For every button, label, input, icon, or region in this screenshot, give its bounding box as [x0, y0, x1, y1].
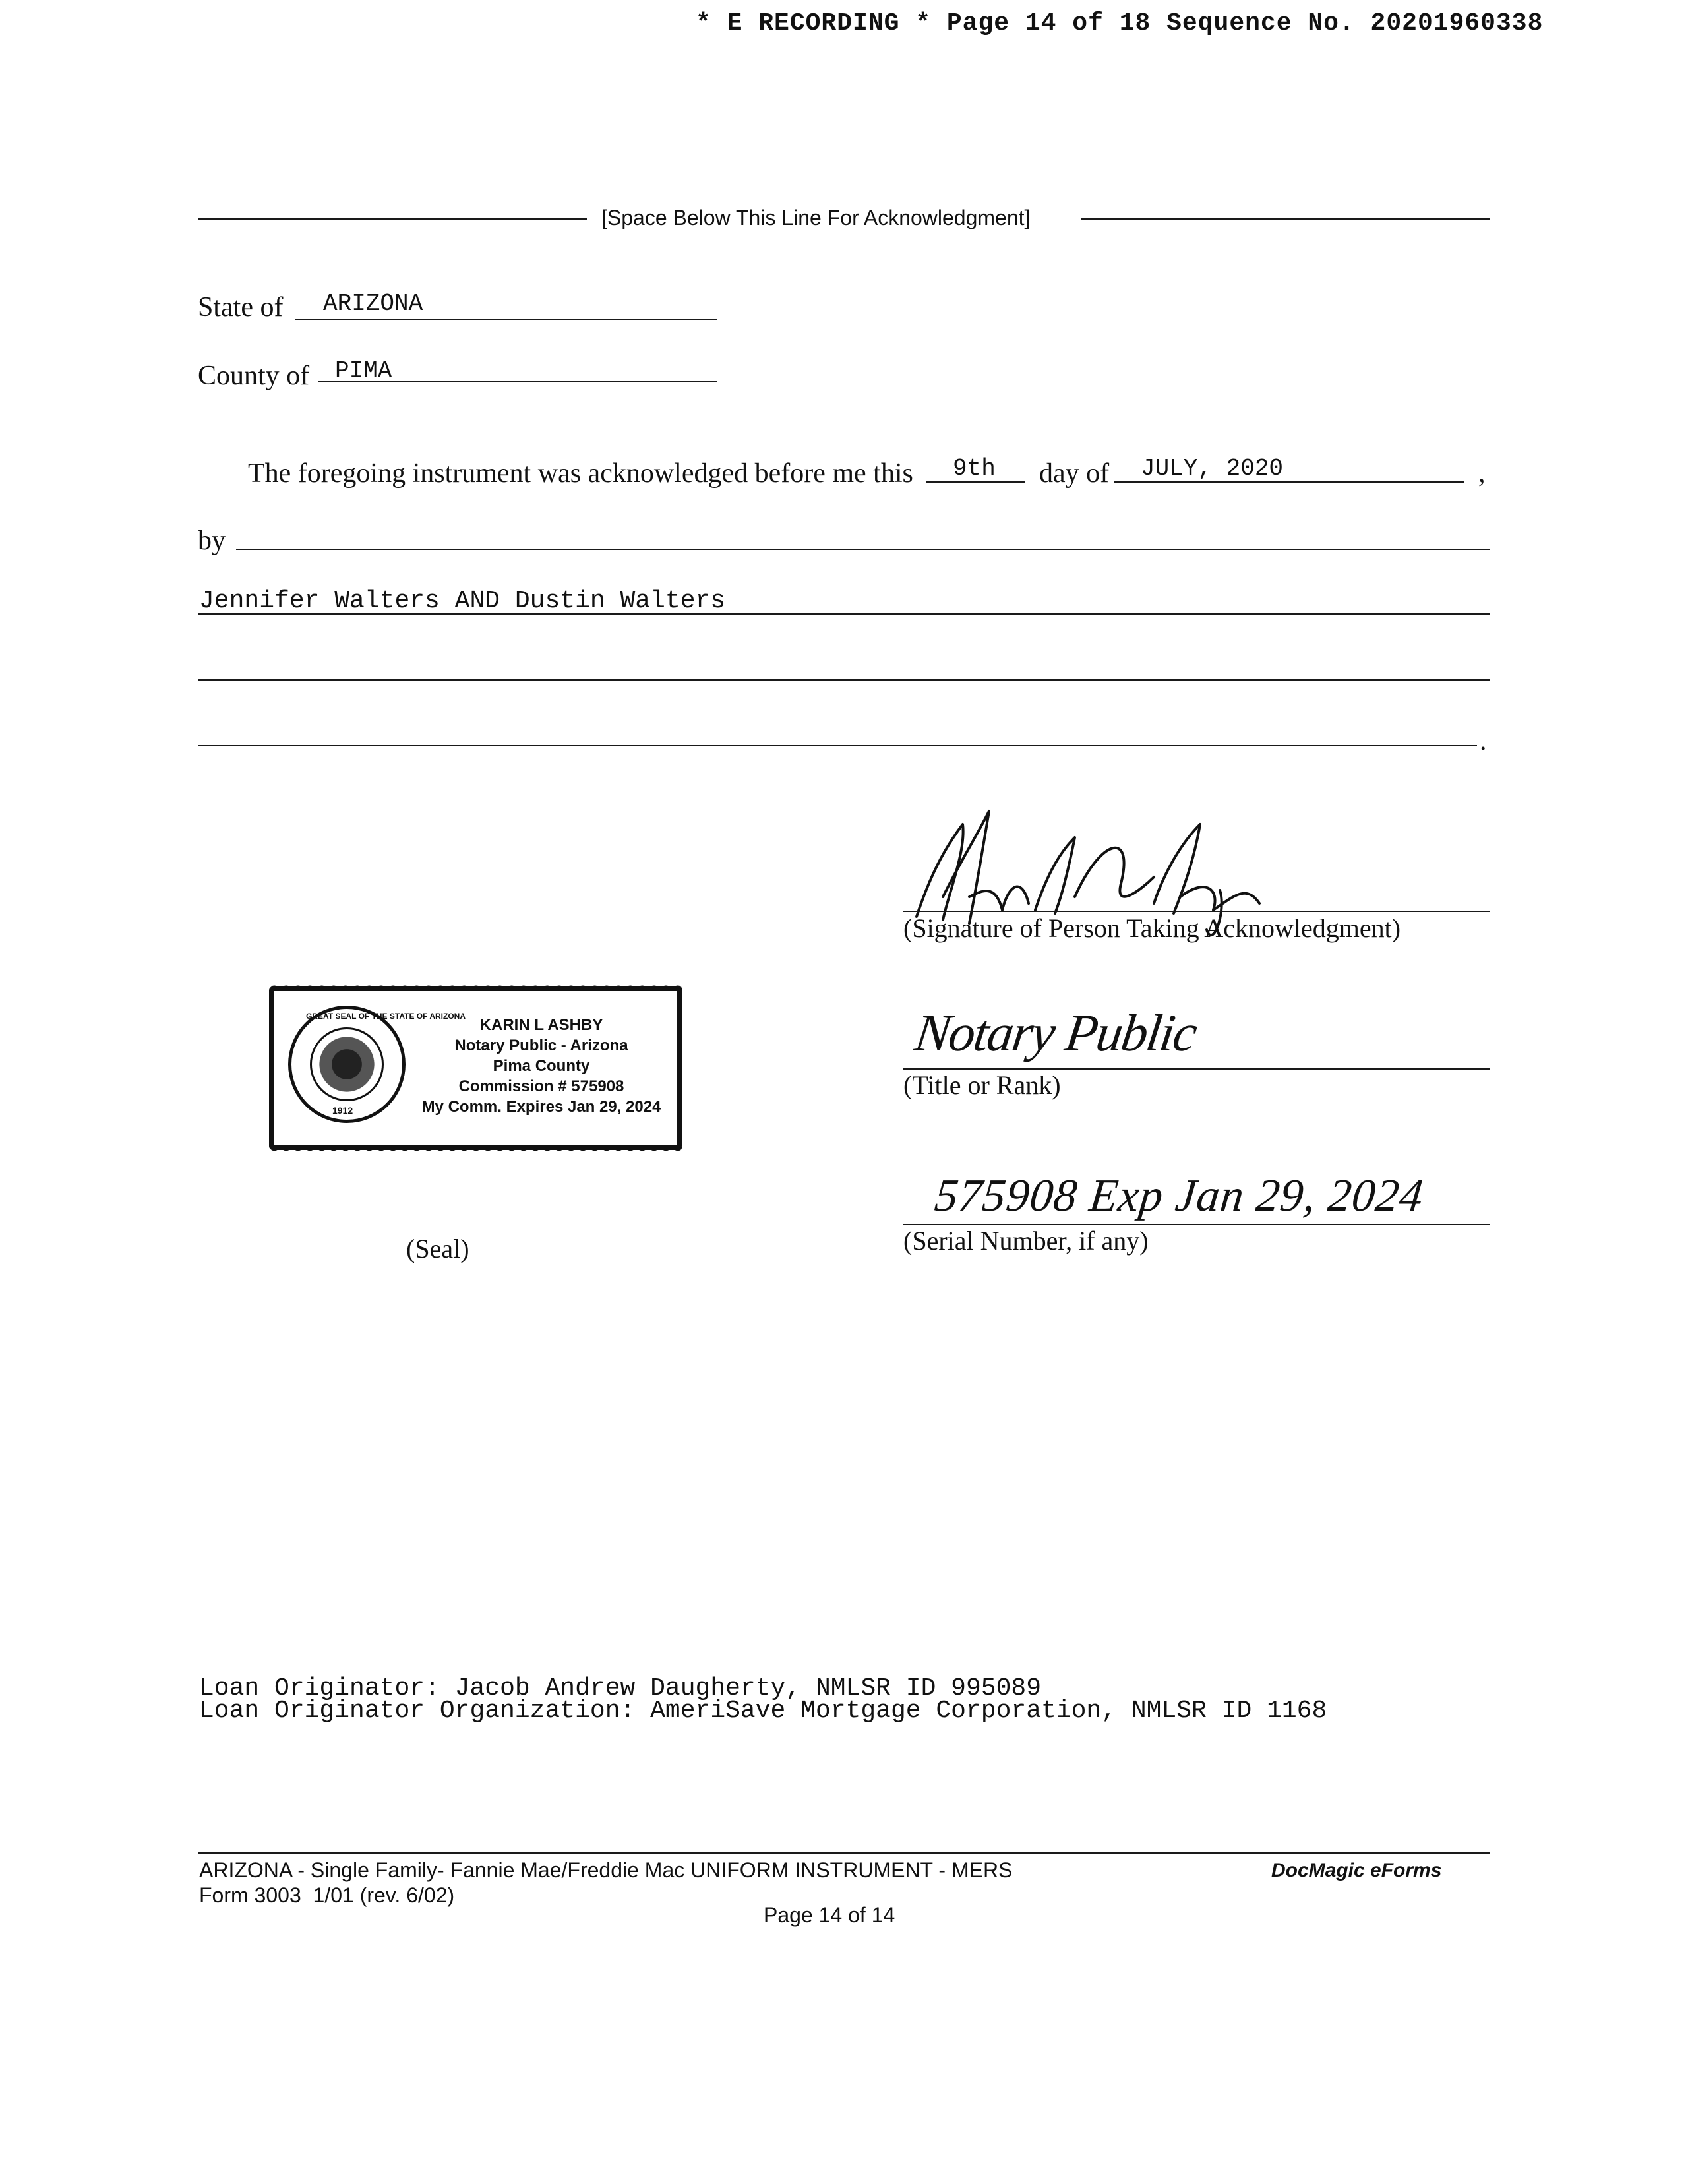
stamp-scallop-top: [269, 982, 682, 990]
ack-divider-right-rule: [1081, 218, 1490, 220]
arizona-state-seal: [288, 1006, 466, 1123]
by-line-3: [198, 679, 1490, 681]
county-underline: [318, 381, 717, 382]
ack-divider-left-rule: [198, 218, 587, 220]
loan-originator-block: [199, 1674, 1327, 1725]
ack-day-value: 9th: [953, 455, 996, 482]
serial-value-handwritten: 575908 Exp Jan 29, 2024: [932, 1170, 1426, 1221]
ack-text-before-day: The foregoing instrument was acknowledged before me this: [248, 458, 913, 489]
stamp-commission: Commission # 575908: [458, 1077, 624, 1095]
stamp-notary-name: KARIN L ASHBY: [479, 1016, 603, 1034]
stamp-notary-title: Notary Public - Arizona: [454, 1037, 628, 1054]
signers-value: Jennifer Walters AND Dustin Walters: [199, 587, 726, 615]
notary-signature-image: [903, 798, 1273, 930]
county-value: PIMA: [335, 357, 392, 384]
stamp-county: Pima County: [493, 1057, 590, 1075]
seal-inner-ring: [310, 1027, 384, 1101]
ack-trailing-comma: ,: [1478, 458, 1486, 489]
title-value-handwritten: Notary Public: [911, 1004, 1200, 1062]
footer-form-number: Form 3003 1/01 (rev. 6/02): [199, 1883, 455, 1907]
loan-organization-line: Loan Originator Organization: AmeriSave Mortgage Corporation, NMLSR ID 1168: [199, 1697, 1327, 1725]
seal-ring-text: GREAT SEAL OF THE STATE OF ARIZONA: [306, 1012, 466, 1021]
signature-line: [903, 911, 1490, 912]
recording-header: * E RECORDING * Page 14 of 18 Sequence No. 20201960338: [696, 9, 1544, 38]
footer-form-title: ARIZONA - Single Family- Fannie Mae/Freddie Mac UNIFORM INSTRUMENT - MERS: [199, 1858, 1013, 1882]
ack-month-underline: [1114, 481, 1464, 483]
footer-brand-logo: DocMagic eForms: [1271, 1860, 1442, 1881]
notary-stamp: [269, 986, 682, 1150]
stamp-expires: My Comm. Expires Jan 29, 2024: [421, 1098, 661, 1116]
by-end-period: .: [1480, 726, 1487, 756]
loan-originator-line: Loan Originator: Jacob Andrew Daugherty, NMLSR ID 995089: [199, 1674, 1042, 1703]
ack-day-underline: [926, 481, 1025, 483]
signature-caption: (Signature of Person Taking Acknowledgment): [903, 913, 1401, 943]
by-line-2: [198, 613, 1490, 615]
serial-caption: (Serial Number, if any): [903, 1226, 1149, 1256]
ack-divider-text: [Space Below This Line For Acknowledgment]: [601, 206, 1031, 229]
title-caption: (Title or Rank): [903, 1070, 1061, 1100]
ack-text-day-of: day of: [1039, 458, 1110, 489]
stamp-text-block: [403, 1015, 680, 1117]
footer-page-number: Page 14 of 14: [764, 1903, 895, 1927]
state-underline: [295, 319, 717, 320]
footer-rule: [198, 1852, 1490, 1854]
seal-year: 1912: [332, 1105, 353, 1116]
seal-label: (Seal): [406, 1234, 469, 1263]
state-value: ARIZONA: [323, 290, 423, 317]
by-label: by: [198, 526, 226, 556]
by-line-4: [198, 745, 1477, 746]
ack-month-year-value: JULY, 2020: [1141, 455, 1284, 482]
stamp-scallop-bottom: [269, 1147, 682, 1155]
county-label: County of: [198, 361, 310, 391]
by-line-1: [236, 549, 1490, 550]
state-label: State of: [198, 292, 284, 322]
